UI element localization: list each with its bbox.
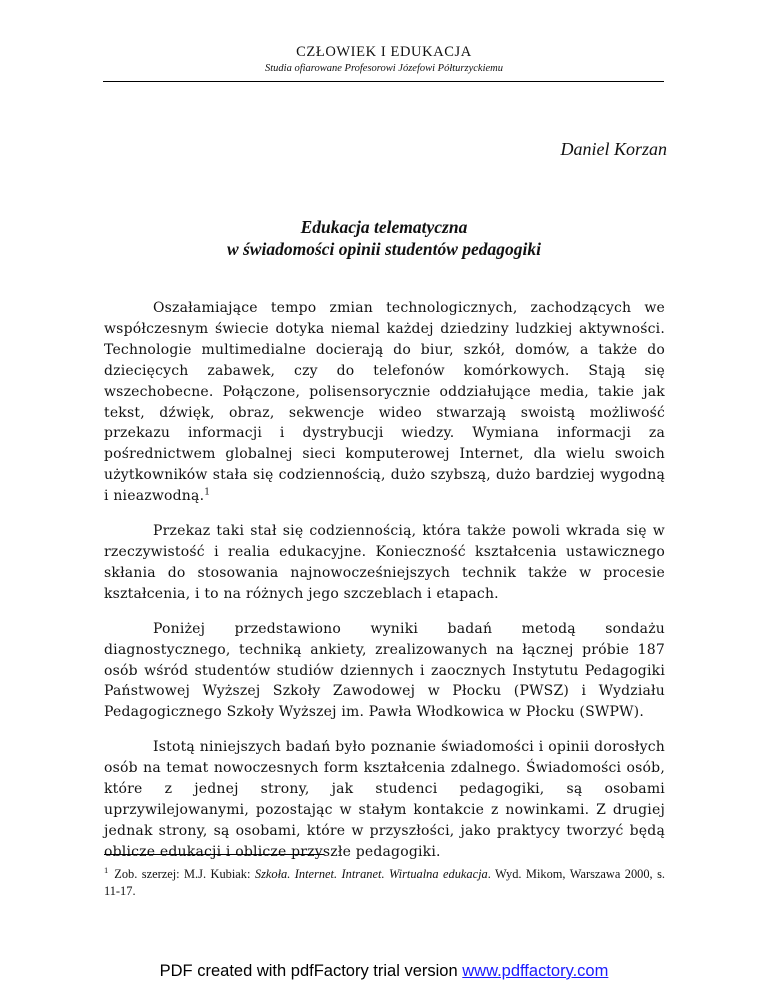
article-title-line-1: Edukacja telematyczna [300, 217, 468, 237]
running-header [0, 44, 768, 74]
banner-text: PDF created with pdfFactory trial version [159, 962, 463, 980]
author-name: Daniel Korzan [560, 139, 667, 159]
paragraph-1-text: Oszałamiające tempo zmian technologicznych, zachodzących we współczesnym świecie dotyka niemal każdej dziedziny ludzkiej aktywności. Technologie multimedialne docierają do biur, szkół, domów, a także do dziecięcych zabawek, czy do telefonów komórkowych. Stają się wszechobecne. Połączone, polisensorycznie oddziałujące media, takie jak tekst, dźwięk, obraz, sekwencje wideo stwarzają swoistą możliwość przekazu informacji i dystrybucji wiedzy. Wymiana informacji za pośrednictwem globalnej sieci komputerowej Internet, dla wielu swoich użytkowników stała się codziennością, dużo szybszą, dużo bardziej wygodną i nieazwodną. [104, 300, 665, 505]
header-divider [103, 81, 664, 82]
footnote-cited-title: Szkoła. Internet. Intranet. Wirtualna edukacja [254, 867, 488, 881]
journal-title: CZŁOWIEK I EDUKACJA [296, 44, 472, 60]
footnote-number: 1 [104, 864, 109, 875]
article-title [0, 216, 768, 260]
article-body [104, 298, 665, 877]
footnote-prefix: Zob. szerzej: M.J. Kubiak: [114, 867, 255, 881]
footnote-reference: 1 [204, 487, 211, 498]
paragraph-4: Istotą niniejszych badań było poznanie świadomości i opinii dorosłych osób na temat nowoczesnych form kształcenia zdalnego. Świadomości osób, które z jednej strony, jak studenci pedagogiki, są osobami uprzywilejowanymi, pozostając w stałym kontakcie z nowinkami. Z drugiej jednak strony, są osobami, które w przyszłości, jako praktycy tworzyć będą oblicze edukacji i oblicze przyszłe pedagogiki. [104, 739, 665, 860]
paragraph-3: Poniżej przedstawiono wyniki badań metodą sondażu diagnostycznego, techniką ankiety, zrealizowanych na łącznej próbie 187 osób wśród studentów studiów dziennych i zaocznych Instytutu Pedagogiki Państwowej Wyższej Szkoły Zawodowej w Płocku (PWSZ) i Wydziału Pedagogicznego Szkoły Wyższej im. Pawła Włodkowica w Płocku (SWPW). [104, 620, 665, 721]
article-title-line-2: w świadomości opinii studentów pedagogiki [226, 239, 542, 259]
pdffactory-link[interactable]: www.pdffactory.com [462, 962, 609, 980]
journal-subtitle: Studia ofiarowane Profesorowi Józefowi Półturzyckiemu [265, 63, 503, 74]
footnote-suffix: . Wyd. Mikom, Warszawa 2000, s. 11-17. [104, 867, 666, 898]
footnote [104, 866, 665, 900]
paragraph-2: Przekaz taki stał się codziennością, która także powoli wkrada się w rzeczywistość i realia edukacyjne. Konieczność kształcenia ustawicznego skłania do stosowania najnowocześniejszych technik także w procesie kształcenia, i to na różnych jego szczeblach i etapach. [104, 523, 665, 602]
pdf-trial-banner [0, 962, 768, 981]
footnote-divider [104, 854, 324, 855]
paragraph-1 [104, 298, 665, 507]
